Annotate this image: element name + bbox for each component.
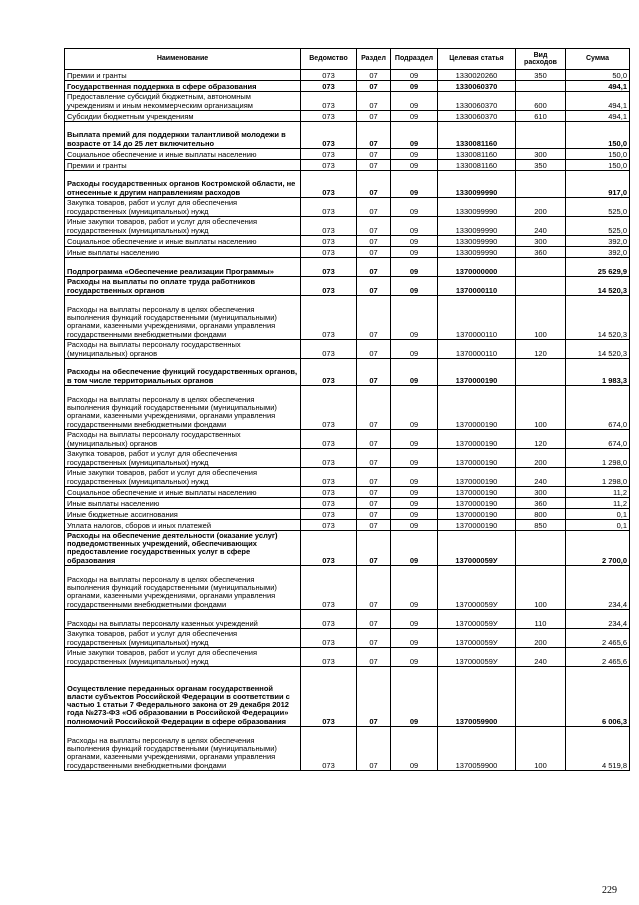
cell-razdel: 07: [357, 727, 391, 771]
cell-podrazdel: 09: [391, 727, 438, 771]
cell-name: Государственная поддержка в сфере образования: [65, 81, 301, 92]
cell-vedomstvo: 073: [301, 198, 357, 217]
cell-podrazdel: 09: [391, 468, 438, 487]
cell-celevaya-statya: 1370000190: [438, 468, 516, 487]
cell-summa: 494,1: [566, 111, 630, 122]
cell-name: Социальное обеспечение и иные выплаты населению: [65, 149, 301, 160]
cell-name: Расходы на обеспечение деятельности (оказание услуг) подведомственных учреждений, обеспечивающих предоставление государственных услуг в сфере образования: [65, 531, 301, 566]
cell-vid-rashodov: 100: [516, 296, 566, 340]
cell-summa: 14 520,3: [566, 340, 630, 359]
cell-summa: 0,1: [566, 509, 630, 520]
cell-name: Закупка товаров, работ и услуг для обеспечения государственных (муниципальных) нужд: [65, 198, 301, 217]
cell-celevaya-statya: 137000059У: [438, 629, 516, 648]
cell-summa: 1 298,0: [566, 449, 630, 468]
cell-summa: 11,2: [566, 498, 630, 509]
cell-vedomstvo: 073: [301, 727, 357, 771]
cell-razdel: 07: [357, 277, 391, 296]
cell-razdel: 07: [357, 217, 391, 236]
cell-razdel: 07: [357, 236, 391, 247]
cell-name: Выплата премий для поддержки талантливой молодежи в возрасте от 14 до 25 лет включительно: [65, 122, 301, 149]
cell-summa: 1 983,3: [566, 359, 630, 386]
cell-name: Расходы на выплаты персоналу казенных учреждений: [65, 610, 301, 629]
table-row: [65, 198, 630, 217]
cell-razdel: 07: [357, 386, 391, 430]
cell-podrazdel: 09: [391, 359, 438, 386]
cell-vedomstvo: 073: [301, 70, 357, 81]
cell-summa: 2 465,6: [566, 629, 630, 648]
table-row: [65, 610, 630, 629]
cell-name: Премии и гранты: [65, 70, 301, 81]
header-summa: Сумма: [566, 49, 630, 70]
cell-podrazdel: 09: [391, 70, 438, 81]
cell-vid-rashodov: 100: [516, 566, 566, 610]
document-page: [64, 48, 629, 771]
cell-podrazdel: 09: [391, 648, 438, 667]
cell-summa: 392,0: [566, 236, 630, 247]
cell-podrazdel: 09: [391, 247, 438, 258]
table-row: [65, 217, 630, 236]
cell-vedomstvo: 073: [301, 566, 357, 610]
cell-podrazdel: 09: [391, 340, 438, 359]
cell-vid-rashodov: [516, 531, 566, 566]
cell-summa: 917,0: [566, 171, 630, 198]
table-row: [65, 531, 630, 566]
cell-summa: 494,1: [566, 92, 630, 111]
cell-celevaya-statya: 1370000110: [438, 340, 516, 359]
cell-name: Осуществление переданных органам государственной власти субъектов Российской Федерации в соответствии с частью 1 статьи 7 Федерального закона от 29 декабря 2012 года №273-ФЗ «Об образовании в Российской Федерации» полномочий Российской Федерации в сфере образования: [65, 667, 301, 727]
cell-vedomstvo: 073: [301, 149, 357, 160]
cell-name: Премии и гранты: [65, 160, 301, 171]
cell-celevaya-statya: 1330060370: [438, 111, 516, 122]
cell-vid-rashodov: 200: [516, 449, 566, 468]
table-row: [65, 468, 630, 487]
cell-name: Социальное обеспечение и иные выплаты населению: [65, 487, 301, 498]
cell-podrazdel: 09: [391, 81, 438, 92]
cell-vedomstvo: 073: [301, 386, 357, 430]
cell-podrazdel: 09: [391, 566, 438, 610]
cell-vedomstvo: 073: [301, 160, 357, 171]
cell-razdel: 07: [357, 468, 391, 487]
cell-vedomstvo: 073: [301, 468, 357, 487]
table-row: [65, 171, 630, 198]
cell-vedomstvo: 073: [301, 531, 357, 566]
cell-podrazdel: 09: [391, 296, 438, 340]
cell-razdel: 07: [357, 258, 391, 277]
table-row: [65, 430, 630, 449]
cell-celevaya-statya: 1370059900: [438, 727, 516, 771]
cell-razdel: 07: [357, 520, 391, 531]
cell-vid-rashodov: 600: [516, 92, 566, 111]
cell-name: Расходы на выплаты персоналу государственных (муниципальных) органов: [65, 430, 301, 449]
cell-vid-rashodov: 120: [516, 340, 566, 359]
cell-razdel: 07: [357, 92, 391, 111]
cell-razdel: 07: [357, 340, 391, 359]
cell-vedomstvo: 073: [301, 81, 357, 92]
table-row: [65, 648, 630, 667]
cell-vedomstvo: 073: [301, 277, 357, 296]
cell-vid-rashodov: [516, 122, 566, 149]
cell-vid-rashodov: 360: [516, 498, 566, 509]
cell-podrazdel: 09: [391, 217, 438, 236]
cell-summa: 674,0: [566, 430, 630, 449]
cell-summa: 25 629,9: [566, 258, 630, 277]
cell-vedomstvo: 073: [301, 498, 357, 509]
cell-vid-rashodov: 300: [516, 236, 566, 247]
cell-vedomstvo: 073: [301, 122, 357, 149]
cell-razdel: 07: [357, 667, 391, 727]
table-row: [65, 70, 630, 81]
cell-podrazdel: 09: [391, 629, 438, 648]
cell-celevaya-statya: 1370000190: [438, 359, 516, 386]
cell-celevaya-statya: 1330099990: [438, 236, 516, 247]
cell-celevaya-statya: 137000059У: [438, 531, 516, 566]
cell-name: Иные закупки товаров, работ и услуг для обеспечения государственных (муниципальных) нужд: [65, 217, 301, 236]
cell-name: Расходы на выплаты персоналу в целях обеспечения выполнения функций государственными (муниципальными) органами, казенными учреждениями, органами управления государственными внебюджетными фондами: [65, 386, 301, 430]
cell-razdel: 07: [357, 171, 391, 198]
cell-podrazdel: 09: [391, 171, 438, 198]
header-vedomstvo: Ведомство: [301, 49, 357, 70]
cell-summa: 50,0: [566, 70, 630, 81]
cell-vedomstvo: 073: [301, 217, 357, 236]
cell-vid-rashodov: 360: [516, 247, 566, 258]
cell-name: Социальное обеспечение и иные выплаты населению: [65, 236, 301, 247]
header-podrazdel: Подраздел: [391, 49, 438, 70]
cell-summa: 234,4: [566, 610, 630, 629]
cell-vid-rashodov: 610: [516, 111, 566, 122]
cell-celevaya-statya: 1370000190: [438, 498, 516, 509]
cell-razdel: 07: [357, 359, 391, 386]
cell-name: Иные бюджетные ассигнования: [65, 509, 301, 520]
cell-vedomstvo: 073: [301, 236, 357, 247]
budget-table: [64, 48, 630, 771]
cell-vedomstvo: 073: [301, 667, 357, 727]
cell-razdel: 07: [357, 430, 391, 449]
cell-vedomstvo: 073: [301, 111, 357, 122]
cell-razdel: 07: [357, 531, 391, 566]
table-row: [65, 122, 630, 149]
cell-celevaya-statya: 1330081160: [438, 122, 516, 149]
cell-celevaya-statya: 137000059У: [438, 610, 516, 629]
cell-vid-rashodov: [516, 359, 566, 386]
cell-name: Иные выплаты населению: [65, 247, 301, 258]
cell-celevaya-statya: 1330081160: [438, 149, 516, 160]
cell-name: Иные выплаты населению: [65, 498, 301, 509]
cell-name: Расходы на выплаты персоналу в целях обеспечения выполнения функций государственными (муниципальными) органами, казенными учреждениями, органами управления государственными внебюджетными фондами: [65, 296, 301, 340]
table-row: [65, 520, 630, 531]
cell-celevaya-statya: 1370000110: [438, 277, 516, 296]
cell-podrazdel: 09: [391, 277, 438, 296]
cell-vid-rashodov: 300: [516, 149, 566, 160]
table-row: [65, 236, 630, 247]
cell-name: Предоставление субсидий бюджетным, автономным учреждениям и иным некоммерческим организациям: [65, 92, 301, 111]
table-row: [65, 566, 630, 610]
cell-celevaya-statya: 1330081160: [438, 160, 516, 171]
cell-summa: 2 465,6: [566, 648, 630, 667]
cell-vid-rashodov: 300: [516, 487, 566, 498]
cell-vid-rashodov: [516, 171, 566, 198]
table-row: [65, 498, 630, 509]
cell-celevaya-statya: 1330099990: [438, 198, 516, 217]
cell-razdel: 07: [357, 509, 391, 520]
cell-summa: 234,4: [566, 566, 630, 610]
table-row: [65, 359, 630, 386]
cell-name: Иные закупки товаров, работ и услуг для обеспечения государственных (муниципальных) нужд: [65, 648, 301, 667]
cell-vid-rashodov: 100: [516, 727, 566, 771]
table-row: [65, 487, 630, 498]
cell-vedomstvo: 073: [301, 430, 357, 449]
table-row: [65, 277, 630, 296]
cell-vid-rashodov: [516, 667, 566, 727]
cell-razdel: 07: [357, 247, 391, 258]
cell-celevaya-statya: 1370059900: [438, 667, 516, 727]
cell-vedomstvo: 073: [301, 340, 357, 359]
table-row: [65, 509, 630, 520]
cell-podrazdel: 09: [391, 449, 438, 468]
cell-podrazdel: 09: [391, 667, 438, 727]
cell-vedomstvo: 073: [301, 247, 357, 258]
cell-name: Иные закупки товаров, работ и услуг для обеспечения государственных (муниципальных) нужд: [65, 468, 301, 487]
cell-celevaya-statya: 1370000190: [438, 430, 516, 449]
cell-celevaya-statya: 1370000110: [438, 296, 516, 340]
cell-razdel: 07: [357, 198, 391, 217]
header-name: Наименование: [65, 49, 301, 70]
cell-summa: 4 519,8: [566, 727, 630, 771]
header-vid-rashodov: Вид расходов: [516, 49, 566, 70]
cell-vid-rashodov: 240: [516, 468, 566, 487]
cell-vid-rashodov: 350: [516, 160, 566, 171]
cell-vid-rashodov: [516, 277, 566, 296]
cell-razdel: 07: [357, 122, 391, 149]
table-row: [65, 111, 630, 122]
cell-razdel: 07: [357, 160, 391, 171]
cell-celevaya-statya: 137000059У: [438, 648, 516, 667]
cell-razdel: 07: [357, 648, 391, 667]
cell-vedomstvo: 073: [301, 171, 357, 198]
cell-vedomstvo: 073: [301, 648, 357, 667]
cell-vedomstvo: 073: [301, 610, 357, 629]
cell-name: Субсидии бюджетным учреждениям: [65, 111, 301, 122]
cell-podrazdel: 09: [391, 111, 438, 122]
cell-name: Расходы на выплаты персоналу государственных (муниципальных) органов: [65, 340, 301, 359]
cell-name: Расходы на выплаты по оплате труда работников государственных органов: [65, 277, 301, 296]
table-header-row: [65, 49, 630, 70]
cell-vid-rashodov: 800: [516, 509, 566, 520]
cell-razdel: 07: [357, 70, 391, 81]
table-row: [65, 81, 630, 92]
cell-razdel: 07: [357, 111, 391, 122]
header-celevaya-statya: Целевая статья: [438, 49, 516, 70]
cell-summa: 0,1: [566, 520, 630, 531]
cell-vedomstvo: 073: [301, 258, 357, 277]
header-razdel: Раздел: [357, 49, 391, 70]
cell-razdel: 07: [357, 449, 391, 468]
cell-celevaya-statya: 1370000190: [438, 386, 516, 430]
cell-podrazdel: 09: [391, 236, 438, 247]
cell-celevaya-statya: 1370000190: [438, 487, 516, 498]
table-row: [65, 149, 630, 160]
cell-razdel: 07: [357, 487, 391, 498]
cell-celevaya-statya: 1370000190: [438, 509, 516, 520]
cell-razdel: 07: [357, 81, 391, 92]
cell-summa: 674,0: [566, 386, 630, 430]
cell-podrazdel: 09: [391, 92, 438, 111]
cell-name: Закупка товаров, работ и услуг для обеспечения государственных (муниципальных) нужд: [65, 629, 301, 648]
cell-name: Расходы на выплаты персоналу в целях обеспечения выполнения функций государственными (муниципальными) органами, казенными учреждениями, органами управления государственными внебюджетными фондами: [65, 566, 301, 610]
cell-name: Подпрограмма «Обеспечение реализации Программы»: [65, 258, 301, 277]
table-row: [65, 727, 630, 771]
cell-name: Расходы государственных органов Костромской области, не отнесенные к другим направлениям расходов: [65, 171, 301, 198]
table-row: [65, 386, 630, 430]
cell-vid-rashodov: 350: [516, 70, 566, 81]
cell-summa: 150,0: [566, 122, 630, 149]
cell-vedomstvo: 073: [301, 449, 357, 468]
cell-podrazdel: 09: [391, 258, 438, 277]
cell-name: Расходы на выплаты персоналу в целях обеспечения выполнения функций государственными (муниципальными) органами, казенными учреждениями, органами управления государственными внебюджетными фондами: [65, 727, 301, 771]
cell-vid-rashodov: 100: [516, 386, 566, 430]
table-row: [65, 667, 630, 727]
cell-celevaya-statya: 1330099990: [438, 217, 516, 236]
cell-razdel: 07: [357, 149, 391, 160]
cell-razdel: 07: [357, 296, 391, 340]
cell-summa: 6 006,3: [566, 667, 630, 727]
cell-summa: 2 700,0: [566, 531, 630, 566]
cell-celevaya-statya: 1330099990: [438, 247, 516, 258]
table-row: [65, 258, 630, 277]
cell-podrazdel: 09: [391, 509, 438, 520]
cell-summa: 494,1: [566, 81, 630, 92]
cell-celevaya-statya: 1330099990: [438, 171, 516, 198]
cell-celevaya-statya: 137000059У: [438, 566, 516, 610]
cell-summa: 392,0: [566, 247, 630, 258]
table-body: [65, 70, 630, 771]
cell-celevaya-statya: 1330060370: [438, 81, 516, 92]
cell-summa: 11,2: [566, 487, 630, 498]
cell-summa: 14 520,3: [566, 277, 630, 296]
cell-vid-rashodov: [516, 258, 566, 277]
cell-celevaya-statya: 1370000000: [438, 258, 516, 277]
cell-summa: 150,0: [566, 149, 630, 160]
cell-vid-rashodov: 120: [516, 430, 566, 449]
cell-summa: 14 520,3: [566, 296, 630, 340]
table-row: [65, 449, 630, 468]
cell-vedomstvo: 073: [301, 296, 357, 340]
cell-celevaya-statya: 1330060370: [438, 92, 516, 111]
cell-vedomstvo: 073: [301, 359, 357, 386]
cell-name: Закупка товаров, работ и услуг для обеспечения государственных (муниципальных) нужд: [65, 449, 301, 468]
cell-celevaya-statya: 1330020260: [438, 70, 516, 81]
cell-summa: 1 298,0: [566, 468, 630, 487]
table-row: [65, 340, 630, 359]
table-row: [65, 92, 630, 111]
table-row: [65, 296, 630, 340]
cell-podrazdel: 09: [391, 430, 438, 449]
cell-vid-rashodov: 200: [516, 629, 566, 648]
cell-summa: 525,0: [566, 217, 630, 236]
cell-razdel: 07: [357, 498, 391, 509]
cell-vedomstvo: 073: [301, 629, 357, 648]
cell-vid-rashodov: 240: [516, 217, 566, 236]
cell-podrazdel: 09: [391, 149, 438, 160]
cell-vedomstvo: 073: [301, 92, 357, 111]
cell-podrazdel: 09: [391, 160, 438, 171]
cell-podrazdel: 09: [391, 122, 438, 149]
cell-vedomstvo: 073: [301, 520, 357, 531]
cell-summa: 525,0: [566, 198, 630, 217]
cell-razdel: 07: [357, 629, 391, 648]
cell-vid-rashodov: 110: [516, 610, 566, 629]
cell-summa: 150,0: [566, 160, 630, 171]
cell-name: Расходы на обеспечение функций государственных органов, в том числе территориальных органов: [65, 359, 301, 386]
cell-name: Уплата налогов, сборов и иных платежей: [65, 520, 301, 531]
cell-vid-rashodov: 200: [516, 198, 566, 217]
cell-vedomstvo: 073: [301, 487, 357, 498]
cell-podrazdel: 09: [391, 386, 438, 430]
cell-podrazdel: 09: [391, 487, 438, 498]
cell-razdel: 07: [357, 610, 391, 629]
page-number: 229: [602, 885, 617, 896]
cell-podrazdel: 09: [391, 520, 438, 531]
cell-vedomstvo: 073: [301, 509, 357, 520]
table-row: [65, 160, 630, 171]
cell-vid-rashodov: 850: [516, 520, 566, 531]
cell-vid-rashodov: [516, 81, 566, 92]
cell-podrazdel: 09: [391, 531, 438, 566]
table-row: [65, 247, 630, 258]
table-row: [65, 629, 630, 648]
cell-vid-rashodov: 240: [516, 648, 566, 667]
cell-celevaya-statya: 1370000190: [438, 449, 516, 468]
cell-podrazdel: 09: [391, 498, 438, 509]
cell-razdel: 07: [357, 566, 391, 610]
cell-podrazdel: 09: [391, 610, 438, 629]
cell-celevaya-statya: 1370000190: [438, 520, 516, 531]
cell-podrazdel: 09: [391, 198, 438, 217]
